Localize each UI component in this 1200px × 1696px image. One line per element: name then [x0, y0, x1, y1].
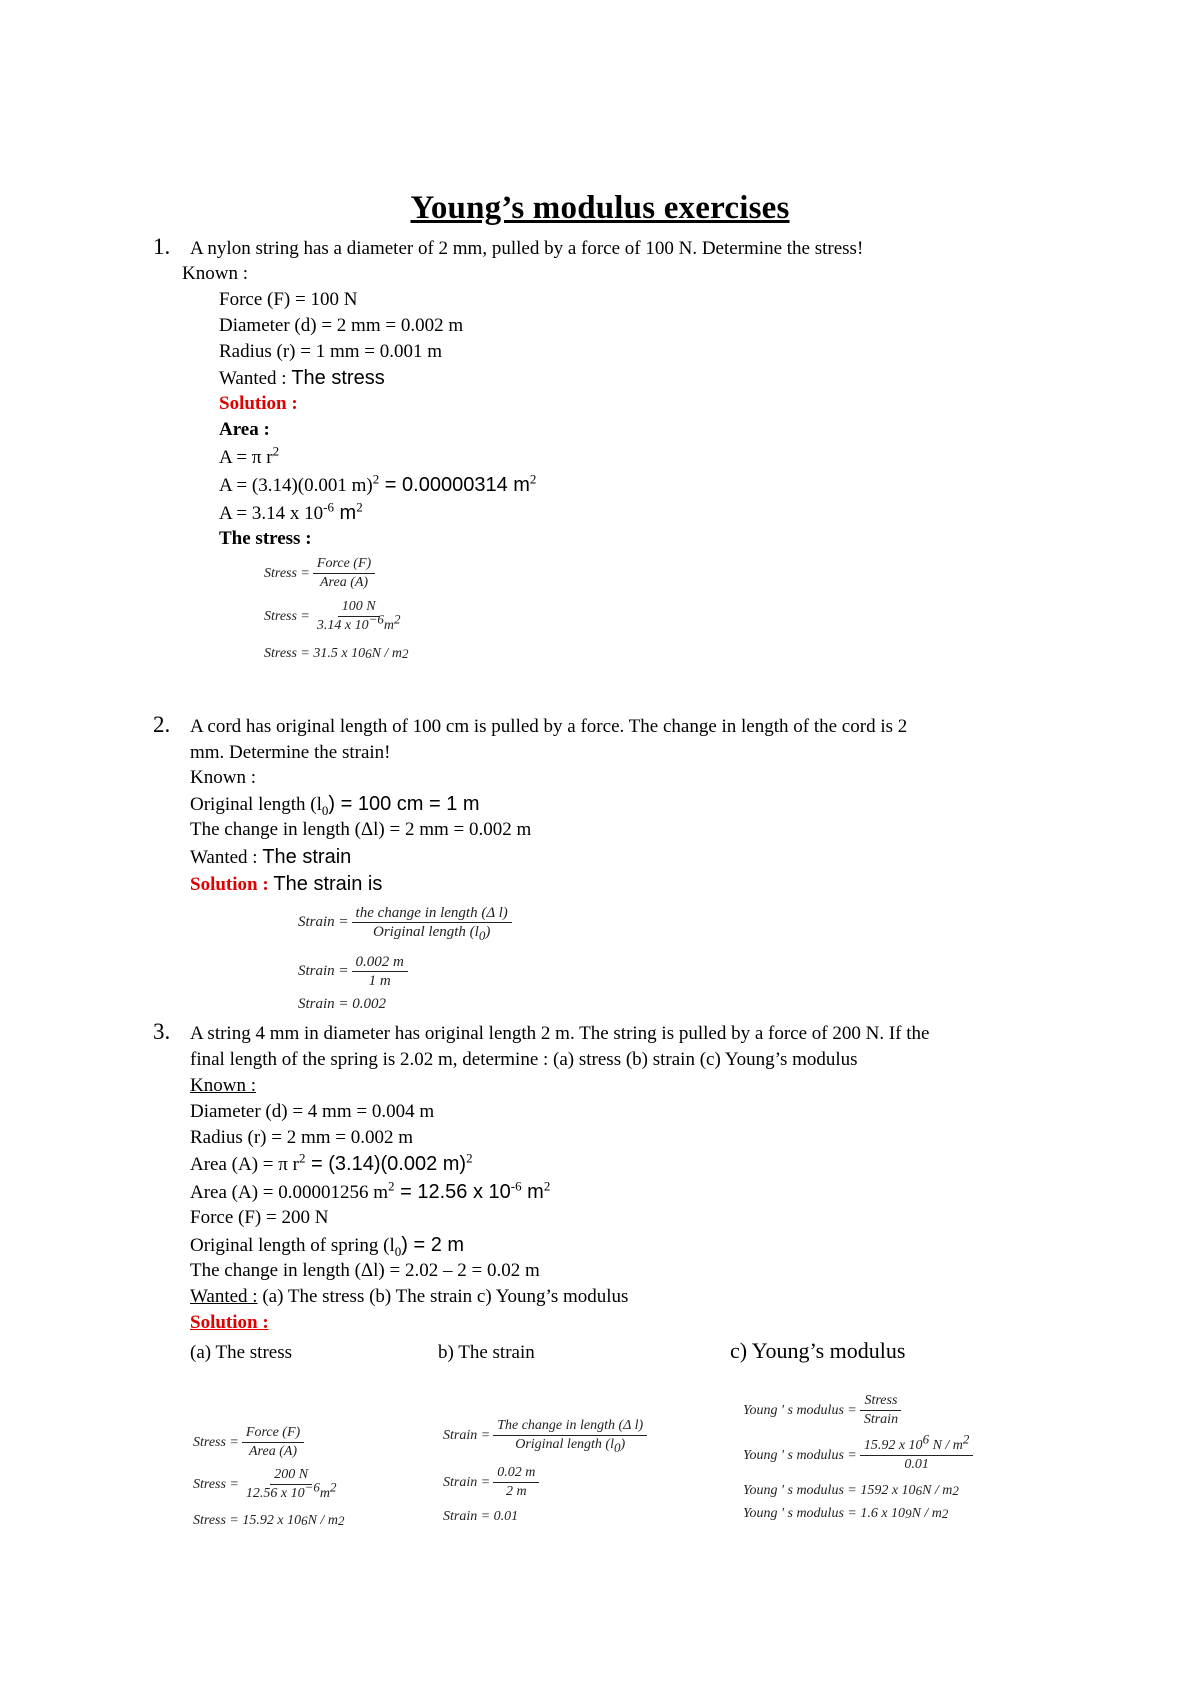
- q1-known-label: Known :: [182, 263, 248, 284]
- q3-c-eq3-b: N / m: [922, 1483, 953, 1498]
- q2-eq2-denominator: 1 m: [368, 973, 391, 989]
- q2-original-length: [190, 792, 480, 817]
- q2-strain-eq3: Strain = 0.002: [298, 996, 387, 1012]
- q1-stress-eq1: [264, 556, 375, 591]
- q2-solution: [190, 872, 382, 897]
- q3-a-eq2: [193, 1467, 341, 1502]
- q1-wanted-label: Wanted :: [219, 368, 292, 389]
- q3-b-eq2: [443, 1465, 539, 1500]
- q3-area1-b: = (3.14)(0.002 m): [305, 1153, 467, 1175]
- q1-area-formula-exp: 2: [272, 443, 280, 459]
- q3-force: Force (F) = 200 N: [190, 1207, 329, 1228]
- q2-strain-eq2: [298, 954, 408, 989]
- q3-question-line2: final length of the spring is 2.02 m, determine : (a) stress (b) strain (c) Young’s modulus: [190, 1049, 858, 1070]
- q3-b-eq1: [443, 1418, 647, 1453]
- q3-known-label: Known :: [190, 1075, 256, 1096]
- q1-area-formula-text: A = π r: [219, 447, 273, 468]
- q3-a-eq2-fraction: [242, 1467, 341, 1502]
- q3-orig-b: ) = 2 m: [401, 1234, 465, 1256]
- q1-area-calc-exp: 2: [372, 471, 380, 487]
- q2-orig-b: ) = 100 cm = 1 m: [328, 793, 480, 815]
- q1-diameter: Diameter (d) = 2 mm = 0.002 m: [219, 315, 464, 336]
- q3-a-eq2-den-exp2: 2: [330, 1479, 337, 1495]
- q3-change-in-length: The change in length (Δl) = 2.02 – 2 = 0.02 m: [190, 1260, 540, 1281]
- q2-eq1-lhs: Strain =: [298, 914, 349, 930]
- q1-area-result-a: A = 3.14 x 10: [219, 503, 324, 524]
- q1-area-result-exp2: 2: [356, 499, 363, 515]
- q2-wanted-value: The strain: [262, 846, 352, 868]
- q2-question-line2: mm. Determine the strain!: [190, 742, 391, 763]
- q2-orig-a: Original length (l: [190, 794, 322, 815]
- q3-c-eq1-numerator: Stress: [860, 1393, 901, 1411]
- q1-area-formula: [219, 443, 280, 470]
- q3-a-eq2-den-exp: −6: [304, 1479, 320, 1495]
- q3-number: 3.: [153, 1019, 171, 1044]
- q1-stress-eq2: [264, 599, 405, 634]
- q1-area-calc-b: = 0.00000314 m: [379, 474, 530, 496]
- q3-b-eq1-numerator: The change in length (Δ l): [493, 1418, 647, 1436]
- q3-b-eq1-den-sub: 0: [613, 1439, 621, 1455]
- q3-b-eq2-denominator: 2 m: [505, 1484, 527, 1499]
- q3-a-eq1: [193, 1425, 304, 1460]
- q3-area2-exp: 2: [388, 1178, 395, 1194]
- q3-area1-exp2: 2: [466, 1150, 473, 1166]
- q3-orig-a: Original length of spring (l: [190, 1235, 395, 1256]
- q1-area-calc-a: A = (3.14)(0.001 m): [219, 475, 373, 496]
- q1-eq2-den-b: m: [383, 618, 395, 633]
- q2-eq1-denominator: [369, 923, 494, 943]
- q3-c-eq3: Young ' s modulus = 1592 x 10 6 N / m 2: [743, 1483, 959, 1498]
- q3-c-eq2-num-exp2: 2: [962, 1431, 970, 1447]
- q3-a-eq2-den-b: m: [319, 1486, 331, 1501]
- q1-eq2-den-a: 3.14 x 10: [316, 618, 369, 633]
- q3-b-eq1-denominator: [511, 1436, 629, 1453]
- q3-a-eq2-lhs: Stress =: [193, 1476, 239, 1492]
- q1-eq1-fraction: [313, 556, 375, 591]
- q3-area-value: [190, 1180, 550, 1205]
- q2-wanted-label: Wanted :: [190, 847, 263, 868]
- q3-c-eq4-a: Young ' s modulus = 1.6 x 10: [743, 1506, 906, 1521]
- q2-known-label: Known :: [190, 767, 256, 788]
- q3-c-eq4-b: N / m: [911, 1506, 942, 1521]
- q2-eq1-den-b: ): [485, 924, 491, 940]
- q3-area2-exp2: -6: [510, 1178, 522, 1194]
- q3-c-eq2-fraction: [860, 1431, 974, 1473]
- q1-area-result: [219, 501, 363, 526]
- q3-solution-label: Solution :: [190, 1312, 269, 1333]
- q3-a-eq1-fraction: [242, 1425, 304, 1460]
- q3-c-eq2-lhs: Young ' s modulus =: [743, 1447, 857, 1463]
- q1-area-result-exp: -6: [323, 499, 334, 515]
- q3-b-eq1-fraction: [493, 1418, 647, 1453]
- q3-diameter: Diameter (d) = 4 mm = 0.004 m: [190, 1101, 435, 1122]
- q2-solution-label: Solution :: [190, 874, 274, 895]
- q3-col-a-heading: (a) The stress: [190, 1342, 293, 1363]
- q3-a-eq2-den-a: 12.56 x 10: [245, 1486, 305, 1501]
- q3-wanted: [190, 1285, 628, 1309]
- q2-wanted: [190, 845, 351, 870]
- q3-c-eq1-denominator: Strain: [863, 1412, 899, 1427]
- q3-b-eq1-lhs: Strain =: [443, 1427, 491, 1443]
- q3-b-eq2-fraction: [493, 1465, 539, 1500]
- q3-c-eq2-num-a: 15.92 x 10: [863, 1438, 923, 1453]
- q2-eq2-lhs: Strain =: [298, 963, 349, 979]
- q1-wanted-value: The stress: [291, 367, 385, 389]
- q1-eq2-numerator: 100 N: [338, 599, 380, 617]
- q3-c-eq2-num-exp: 6: [922, 1431, 930, 1447]
- q1-stress-eq3: Stress = 31.5 x 10 6 N / m 2: [264, 646, 409, 661]
- q3-a-eq3: Stress = 15.92 x 10 6 N / m 2: [193, 1513, 345, 1528]
- q1-area-heading: Area :: [219, 419, 270, 440]
- q3-b-eq1-den-a: Original length (l: [515, 1437, 614, 1452]
- q2-eq1-fraction: [352, 905, 512, 943]
- q3-area1-exp: 2: [298, 1150, 306, 1166]
- q1-eq2-lhs: Stress =: [264, 608, 310, 624]
- q1-force: Force (F) = 100 N: [219, 289, 358, 310]
- q2-eq1-den-a: Original length (l: [373, 924, 479, 940]
- q3-a-eq3-a: Stress = 15.92 x 10: [193, 1513, 302, 1528]
- q3-area2-exp3: 2: [543, 1178, 551, 1194]
- q3-question-line1: A string 4 mm in diameter has original length 2 m. The string is pulled by a force of 200 N. If the: [190, 1023, 930, 1044]
- q1-area-calc-exp2: 2: [529, 471, 537, 487]
- q1-wanted: [219, 366, 385, 391]
- q2-eq2-fraction: [352, 954, 408, 989]
- q2-strain-eq1: [298, 905, 512, 943]
- q2-eq1-den-sub: 0: [478, 928, 486, 943]
- q3-a-eq2-denominator: [242, 1479, 341, 1502]
- page-title: Young’s modulus exercises: [410, 190, 790, 226]
- q3-c-eq3-a: Young ' s modulus = 1592 x 10: [743, 1483, 916, 1498]
- q3-col-c-heading: c) Young’s modulus: [730, 1338, 906, 1363]
- q3-a-eq1-denominator: Area (A): [249, 1444, 298, 1459]
- q3-c-eq1-lhs: Young ' s modulus =: [743, 1402, 857, 1418]
- q2-eq1-numerator: the change in length (Δ l): [352, 905, 512, 923]
- q1-number: 1.: [153, 234, 171, 259]
- q3-orig-sub: 0: [394, 1243, 402, 1259]
- q3-c-eq2-num-b: N / m: [929, 1438, 963, 1453]
- q1-eq3-a: Stress = 31.5 x 10: [264, 646, 366, 661]
- q3-area2-c: m: [521, 1181, 544, 1203]
- q2-orig-sub: 0: [321, 802, 329, 818]
- q1-eq1-lhs: Stress =: [264, 565, 310, 581]
- q3-wanted-label: Wanted :: [190, 1286, 258, 1307]
- q3-original-length: [190, 1233, 464, 1258]
- q2-solution-tail: The strain is: [273, 873, 383, 895]
- q2-question-line1: A cord has original length of 100 cm is pulled by a force. The change in length of the cord is 2: [190, 716, 908, 737]
- q3-a-eq1-numerator: Force (F): [242, 1425, 304, 1443]
- q3-c-eq1-fraction: [860, 1393, 902, 1428]
- q1-eq2-denominator: [313, 611, 405, 634]
- q3-b-eq2-lhs: Strain =: [443, 1474, 491, 1490]
- q1-eq2-fraction: [313, 599, 405, 634]
- q1-eq2-den-exp2: 2: [394, 611, 401, 627]
- q1-radius: Radius (r) = 1 mm = 0.001 m: [219, 341, 443, 362]
- q3-c-eq4: Young ' s modulus = 1.6 x 10 9 N / m 2: [743, 1506, 949, 1521]
- q1-eq3-b: N / m: [371, 646, 402, 661]
- q3-col-b-heading: b) The strain: [438, 1342, 535, 1363]
- q3-a-eq1-lhs: Stress =: [193, 1434, 239, 1450]
- q1-eq1-denominator: Area (A): [320, 575, 369, 590]
- q1-stress-heading: The stress :: [219, 528, 312, 549]
- q1-eq1-numerator: Force (F): [313, 556, 375, 574]
- q3-c-eq2-numerator: [860, 1431, 974, 1456]
- q3-b-eq3: Strain = 0.01: [443, 1509, 519, 1524]
- q1-area-calc: [219, 473, 536, 498]
- q1-question: A nylon string has a diameter of 2 mm, pulled by a force of 100 N. Determine the stress!: [190, 238, 864, 259]
- q3-area2-b: = 12.56 x 10: [394, 1181, 511, 1203]
- q2-eq2-numerator: 0.002 m: [352, 954, 408, 972]
- q3-a-eq2-numerator: 200 N: [270, 1467, 312, 1485]
- q1-solution-label: Solution :: [219, 393, 298, 414]
- q3-area2-a: Area (A) = 0.00001256 m: [190, 1182, 389, 1203]
- q3-b-eq1-den-b: ): [620, 1437, 626, 1452]
- q3-a-eq3-b: N / m: [307, 1513, 338, 1528]
- q3-c-eq2-denominator: 0.01: [904, 1457, 929, 1472]
- q2-change-in-length: The change in length (Δl) = 2 mm = 0.002 m: [190, 819, 532, 840]
- q1-area-result-b: m: [333, 502, 357, 524]
- q1-eq2-den-exp: −6: [368, 611, 384, 627]
- q3-radius: Radius (r) = 2 mm = 0.002 m: [190, 1127, 414, 1148]
- q3-c-eq1: [743, 1393, 902, 1428]
- q3-wanted-value: (a) The stress (b) The strain c) Young’s modulus: [257, 1286, 629, 1307]
- q2-number: 2.: [153, 712, 171, 737]
- q3-c-eq2: [743, 1431, 973, 1473]
- q3-b-eq2-numerator: 0.02 m: [493, 1465, 539, 1483]
- q3-area1-a: Area (A) = π r: [190, 1154, 299, 1175]
- q3-area-formula: [190, 1152, 473, 1177]
